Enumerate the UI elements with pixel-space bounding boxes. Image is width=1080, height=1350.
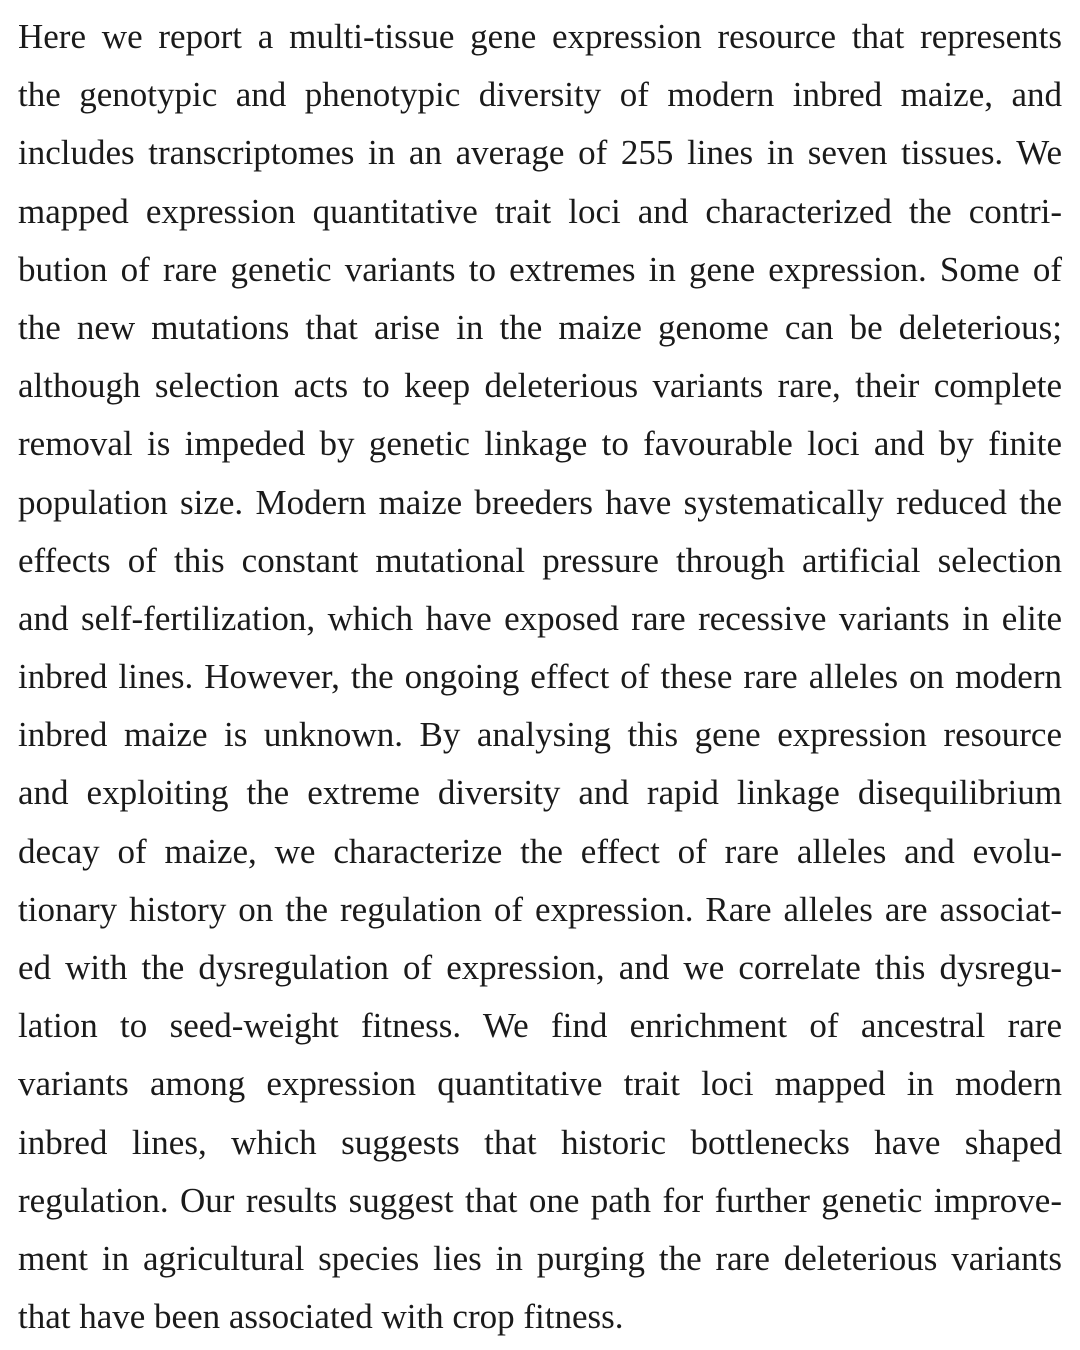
- text-line-7: although selection acts to keep deleterious variants rare, their complete: [18, 366, 1062, 406]
- abstract-paragraph: [18, 12, 1062, 1350]
- text-line-23: that have been associated with crop fitness.: [18, 1297, 624, 1337]
- text-line-13: inbred maize is unknown. By analysing this gene expression resource: [18, 715, 1062, 755]
- text-line-18: lation to seed-weight fitness. We find enrichment of ancestral rare: [18, 1006, 1062, 1046]
- text-line-15: decay of maize, we characterize the effect of rare alleles and evolu-: [18, 831, 1062, 871]
- text-line-11: and self-fertilization, which have exposed rare recessive variants in elite: [18, 598, 1062, 638]
- text-line-5: bution of rare genetic variants to extremes in gene expression. Some of: [18, 249, 1062, 289]
- text-line-21: regulation. Our results suggest that one path for further genetic improve-: [18, 1180, 1062, 1220]
- text-line-3: includes transcriptomes in an average of 255 lines in seven tissues. We: [18, 133, 1062, 173]
- text-line-1: Here we report a multi-tissue gene expression resource that represents: [18, 17, 1062, 56]
- text-line-10: effects of this constant mutational pressure through artificial selection: [18, 540, 1062, 580]
- text-line-6: the new mutations that arise in the maize genome can be deleterious;: [18, 307, 1062, 347]
- text-line-4: mapped expression quantitative trait loci and characterized the contri-: [18, 191, 1062, 231]
- text-line-9: population size. Modern maize breeders have systematically reduced the: [18, 482, 1062, 522]
- text-line-2: the genotypic and phenotypic diversity of modern inbred maize, and: [18, 75, 1062, 115]
- text-line-16: tionary history on the regulation of expression. Rare alleles are associat-: [18, 889, 1062, 929]
- text-line-17: ed with the dysregulation of expression, and we correlate this dysregu-: [18, 948, 1062, 987]
- text-line-19: variants among expression quantitative trait loci mapped in modern: [18, 1064, 1062, 1104]
- text-line-14: and exploiting the extreme diversity and rapid linkage disequilibrium: [18, 773, 1062, 813]
- text-line-22: ment in agricultural species lies in purging the rare deleterious variants: [18, 1238, 1062, 1278]
- text-line-12: inbred lines. However, the ongoing effect of these rare alleles on modern: [18, 657, 1062, 697]
- text-line-8: removal is impeded by genetic linkage to favourable loci and by finite: [18, 424, 1062, 464]
- text-line-20: inbred lines, which suggests that historic bottlenecks have shaped: [18, 1122, 1062, 1162]
